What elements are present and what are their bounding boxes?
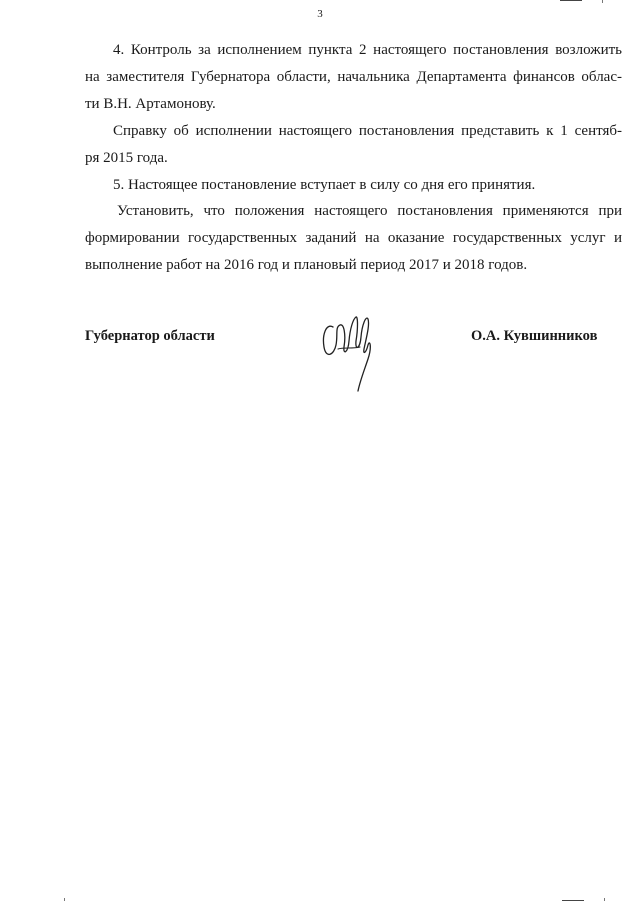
paragraph-4-line-2: на заместителя Губернатора области, начальника Департамента финансов облас- [85,69,622,85]
scan-mark-top-right-dot [602,0,603,3]
signatory-position: Губернатор области [85,328,215,344]
signatory-name: О.А. Кувшинников [471,328,598,344]
scan-mark-bottom-right-dot [604,898,605,901]
paragraph-4-line-3: ти В.Н. Артамонову. [85,96,216,112]
application-paragraph-line-2: формировании государственных заданий на оказание государственных услуг и [85,230,622,246]
report-paragraph-line-2: ря 2015 года. [85,150,168,166]
report-paragraph-line-1: Справку об исполнении настоящего постановления представить к 1 сентяб- [113,123,622,139]
paragraph-5: 5. Настоящее постановление вступает в силу со дня его принятия. [113,177,536,193]
handwritten-signature [318,305,382,395]
scan-mark-bottom-left-dot [64,898,65,901]
application-paragraph-line-1: Установить, что положения настоящего постановления применяются при [117,203,622,219]
paragraph-4-line-1: 4. Контроль за исполнением пункта 2 настоящего постановления возложить [113,42,622,58]
scan-mark-top-right [560,0,582,1]
scan-mark-bottom-right [562,900,584,901]
page-number: 3 [317,8,323,20]
application-paragraph-line-3: выполнение работ на 2016 год и плановый период 2017 и 2018 годов. [85,257,528,273]
